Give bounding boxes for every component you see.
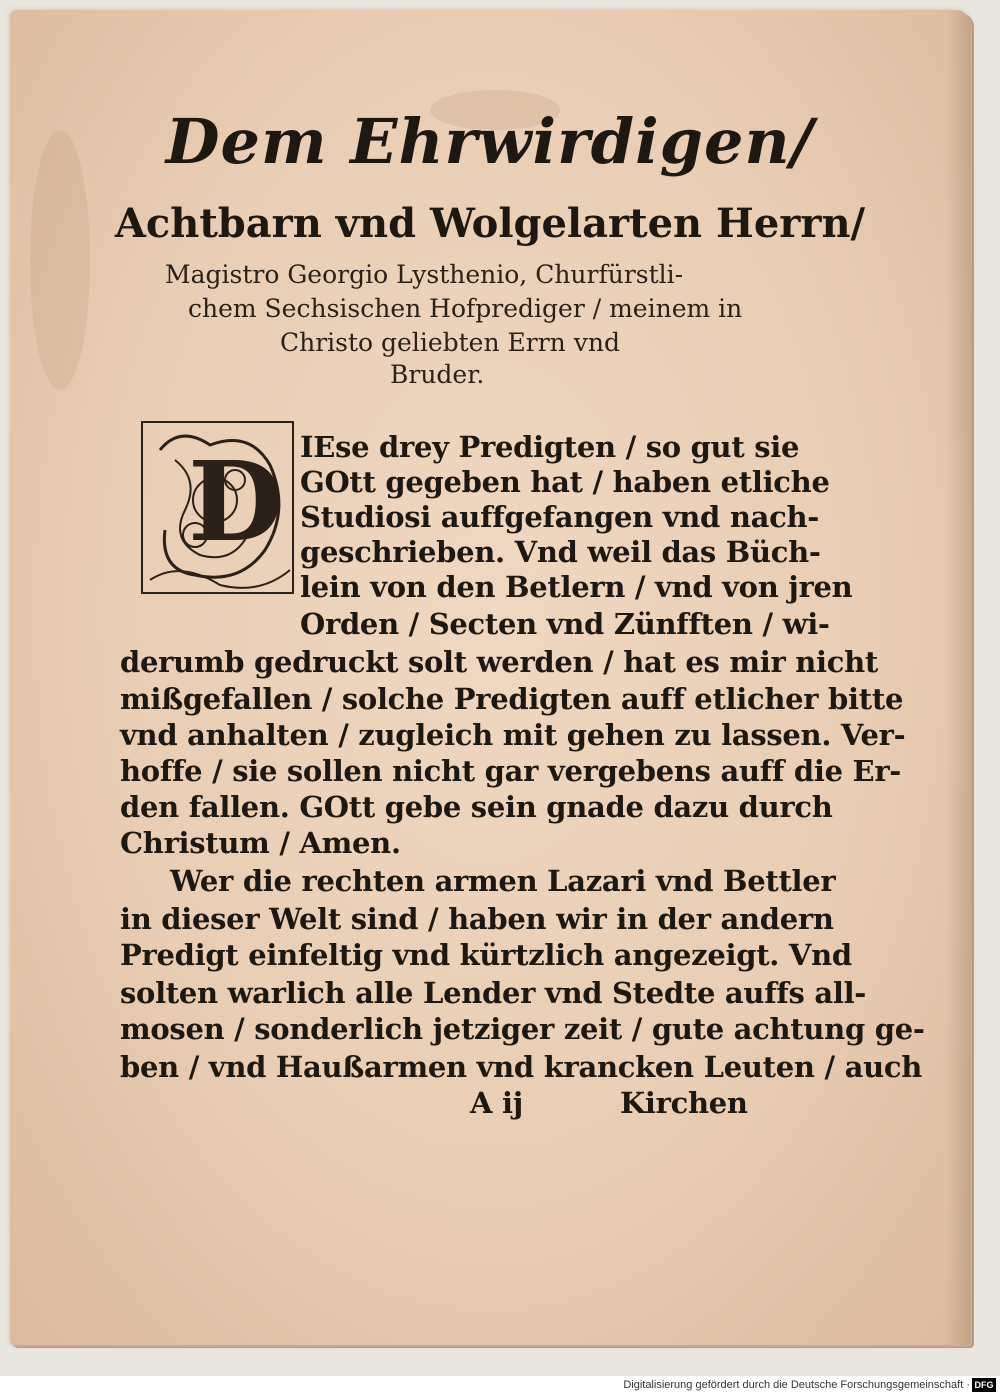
body-line: derumb gedruckt solt werden / hat es mir nicht — [120, 645, 878, 679]
recipient-line-3: Christo geliebten Errn vnd — [280, 328, 620, 357]
signature-mark: A ij — [470, 1086, 523, 1120]
body-line: mosen / sonderlich jetziger zeit / gute achtung ge- — [120, 1012, 925, 1046]
heading-dedication: Dem Ehrwirdigen/ — [165, 105, 815, 178]
decorated-initial — [140, 420, 295, 595]
book-page — [10, 10, 970, 1345]
body-line: solten warlich alle Lender vnd Stedte auffs all- — [120, 976, 867, 1010]
body-line: vnd anhalten / zugleich mit gehen zu lassen. Ver- — [120, 718, 906, 752]
body-line: den fallen. GOtt gebe sein gnade dazu durch — [120, 790, 833, 824]
body-line: Wer die rechten armen Lazari vnd Bettler — [170, 864, 836, 898]
body-line: ben / vnd Haußarmen vnd krancken Leuten / auch — [120, 1050, 922, 1084]
body-line: IEse drey Predigten / so gut sie — [300, 430, 800, 464]
body-line: Orden / Secten vnd Zünfften / wi- — [300, 607, 830, 641]
body-line: geschrieben. Vnd weil das Büch- — [300, 535, 821, 569]
recipient-line-1: Magistro Georgio Lysthenio, Churfürstli- — [165, 260, 684, 289]
body-line: hoffe / sie sollen nicht gar vergebens auff die Er- — [120, 754, 902, 788]
funding-credit: Digitalisierung gefördert durch die Deutsche Forschungsgemeinschaft · — [623, 1379, 970, 1391]
body-line: lein von den Betlern / vnd von jren — [300, 570, 853, 604]
body-line: Predigt einfeltig vnd kürtzlich angezeigt. Vnd — [120, 938, 852, 972]
recipient-line-2: chem Sechsischen Hofprediger / meinem in — [188, 294, 743, 323]
body-line: Christum / Amen. — [120, 826, 401, 860]
heading-recipient-title: Achtbarn vnd Wolgelarten Herrn/ — [114, 200, 866, 247]
dfg-logo: DFG — [972, 1378, 996, 1392]
body-line: Studiosi auffgefangen vnd nach- — [300, 500, 819, 534]
body-line: mißgefallen / solche Predigten auff etlicher bitte — [120, 682, 904, 716]
initial-letter: D — [188, 437, 284, 566]
catchword: Kirchen — [620, 1086, 748, 1120]
recipient-line-4: Bruder. — [390, 360, 485, 389]
body-line: GOtt gegeben hat / haben etliche — [300, 465, 830, 499]
body-line: in dieser Welt sind / haben wir in der andern — [120, 902, 834, 936]
